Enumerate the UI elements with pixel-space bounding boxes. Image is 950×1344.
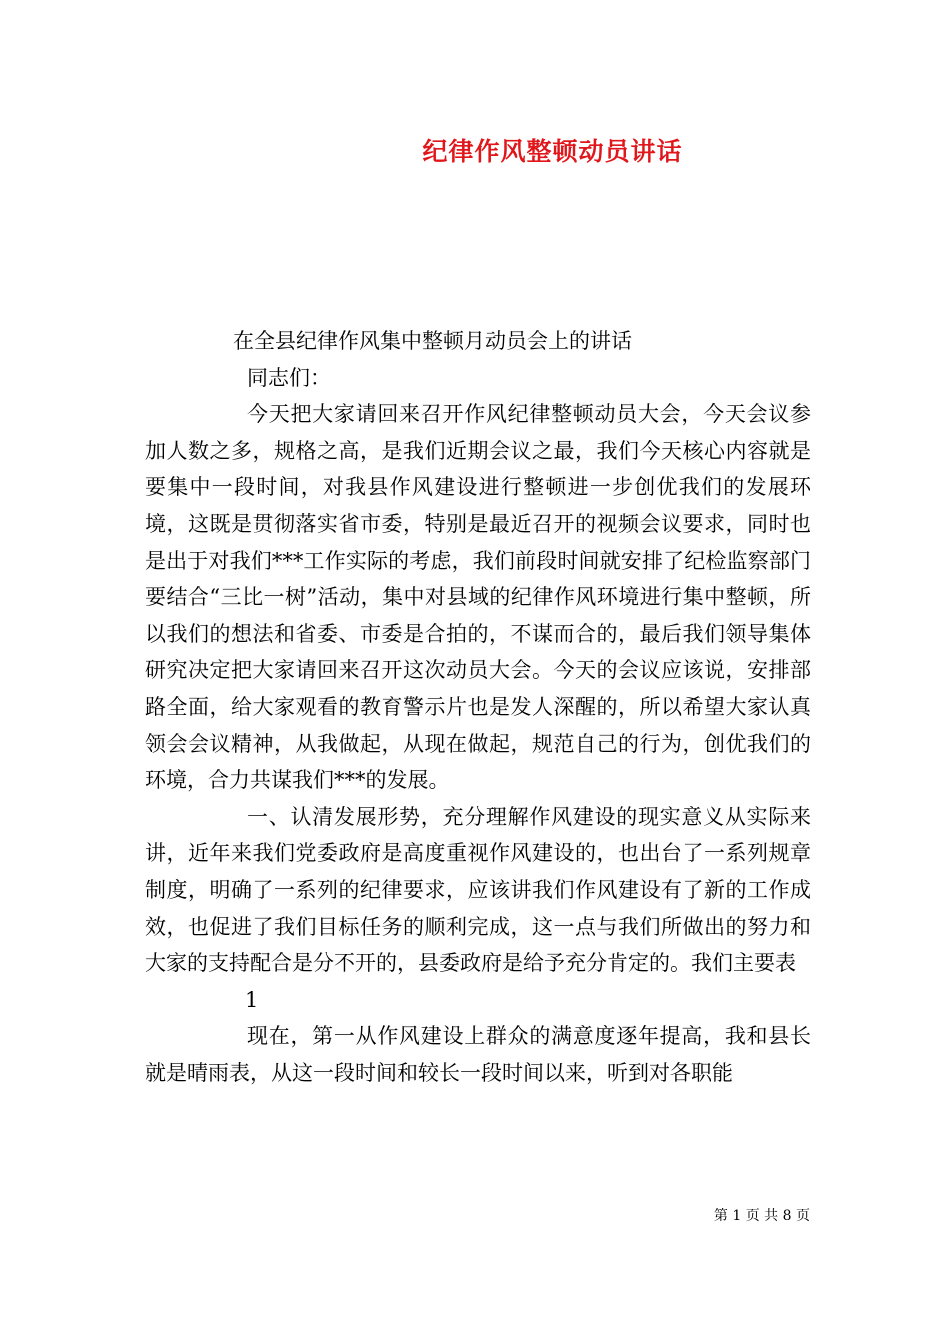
document-title: 纪律作风整顿动员讲话 — [422, 137, 683, 166]
salutation: 同志们： — [247, 365, 331, 390]
paragraph-continuation: 现在，第一从作风建设上群众的满意度逐年提高，我和县长就是晴雨表，从这一段时间和较长一段时间以来，听到对各职能 — [145, 1024, 811, 1085]
page-footer: 第 1 页 共 8 页 — [713, 1208, 810, 1224]
document-body — [145, 323, 811, 1091]
speech-subtitle: 在全县纪律作风集中整顿月动员会上的讲话 — [233, 329, 632, 353]
paragraph-opening: 今天把大家请回来召开作风纪律整顿动员大会，今天会议参加人数之多，规格之高，是我们近期会议之最，我们今天核心内容就是要集中一段时间，对我县作风建设进行整顿进一步创优我们的发展环境，这既是贯彻落实省市委，特别是最近召开的视频会议要求，同时也是出于对我们***工作实际的考虑，我们前段时间就安排了纪检监察部门要结合“三比一树”活动，集中对县域的纪律作风环境进行集中整顿，所以我们的想法和省委、市委是合拍的，不谋而合的，最后我们领导集体研究决定把大家请回来召开这次动员大会。今天的会议应该说，安排部路全面，给大家观看的教育警示片也是发人深醒的，所以希望大家认真领会会议精神，从我做起，从现在做起，规范自己的行为，创优我们的环境，合力共谋我们***的发展。 — [145, 402, 811, 793]
inline-page-number: 1 — [245, 987, 259, 1012]
paragraph-section-one: 一、认清发展形势，充分理解作风建设的现实意义从实际来讲，近年来我们党委政府是高度重视作风建设的，也出台了一系列规章制度，明确了一系列的纪律要求，应该讲我们作风建设有了新的工作成效，也促进了我们目标任务的顺利完成，这一点与我们所做出的努力和大家的支持配合是分不开的，县委政府是给予充分肯定的。我们主要表 — [145, 804, 811, 976]
